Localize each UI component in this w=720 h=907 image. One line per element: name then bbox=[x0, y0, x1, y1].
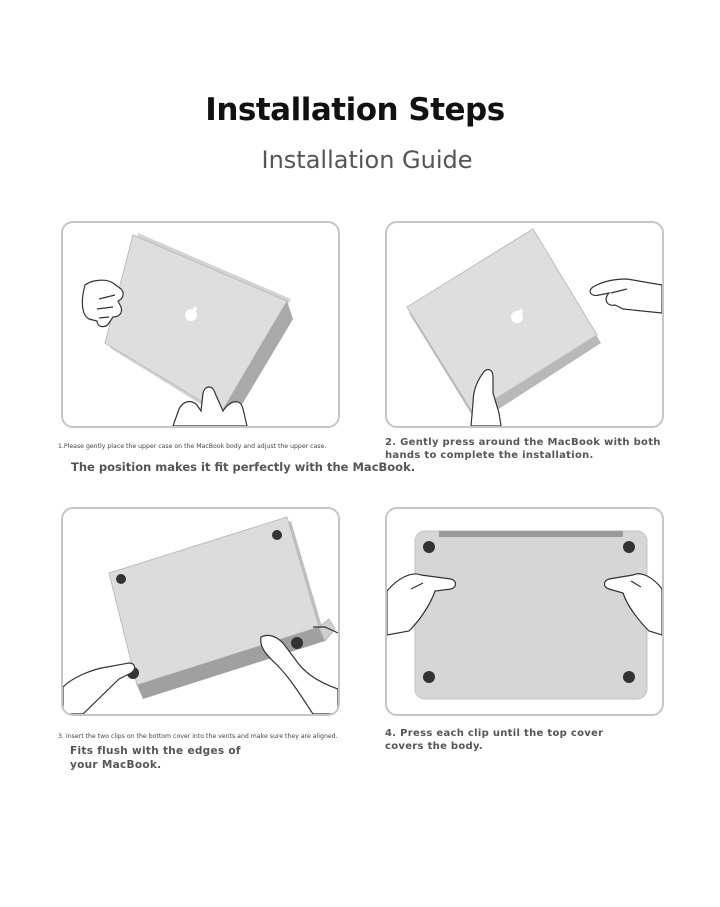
step-3-illustration bbox=[61, 507, 340, 716]
step-3-caption-small: 3. Insert the two clips on the bottom cover into the vents and make sure they are aligned. bbox=[58, 733, 338, 740]
rubber-foot-icon bbox=[423, 671, 435, 683]
laptop-top-case-tilted bbox=[105, 233, 293, 423]
page-title: Installation Steps bbox=[205, 92, 505, 128]
rubber-foot-icon bbox=[623, 541, 635, 553]
step-4-illustration bbox=[385, 507, 664, 716]
step-1-caption: The position makes it fit perfectly with the MacBook. bbox=[71, 460, 416, 474]
laptop-tilted bbox=[407, 229, 601, 423]
right-hand-icon bbox=[590, 279, 662, 313]
left-hand-icon bbox=[63, 663, 135, 714]
rubber-foot-icon bbox=[272, 530, 282, 540]
step-1-caption-small: 1.Please gently place the upper case on the MacBook body and adjust the upper case. bbox=[58, 443, 327, 450]
step-3-caption: Fits flush with the edges of your MacBook. bbox=[70, 745, 241, 771]
rubber-foot-icon bbox=[423, 541, 435, 553]
step-1-illustration bbox=[61, 221, 340, 428]
step-2-caption: 2. Gently press around the MacBook with both hands to complete the installation. bbox=[385, 437, 661, 461]
step-2-illustration bbox=[385, 221, 664, 428]
rubber-foot-icon bbox=[623, 671, 635, 683]
page-subtitle: Installation Guide bbox=[261, 146, 473, 174]
rubber-foot-icon bbox=[291, 637, 303, 649]
step-4-caption: 4. Press each clip until the top cover covers the body. bbox=[385, 728, 604, 752]
laptop-bottom-flat bbox=[415, 531, 647, 699]
rubber-foot-icon bbox=[116, 574, 126, 584]
